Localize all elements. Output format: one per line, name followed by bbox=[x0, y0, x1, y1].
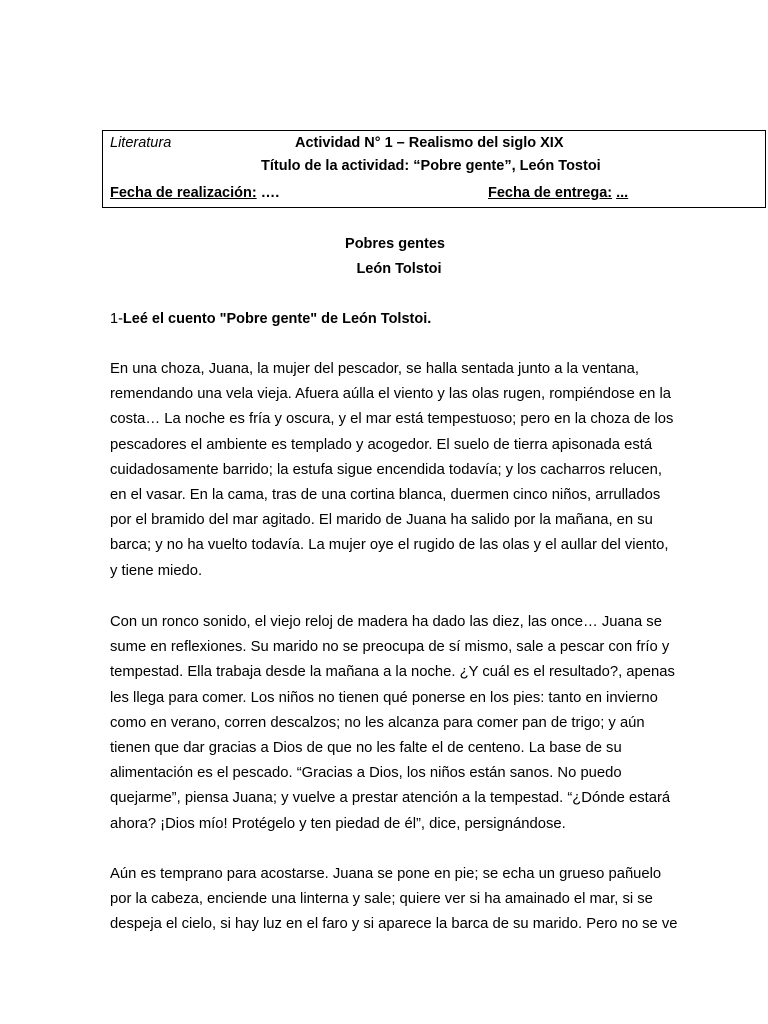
paragraph-line: Con un ronco sonido, el viejo reloj de madera ha dado las diez, las once… Juana se bbox=[110, 614, 662, 630]
paragraph bbox=[110, 357, 710, 584]
activity-title: Título de la actividad: “Pobre gente”, León Tostoi bbox=[261, 158, 601, 174]
paragraph bbox=[110, 610, 710, 837]
activity-heading: Actividad N° 1 – Realismo del siglo XIX bbox=[295, 135, 564, 151]
paragraph-line: barca; y no ha vuelto todavía. La mujer oye el rugido de las olas y el aullar del viento, bbox=[110, 537, 669, 554]
paragraph-line: En una choza, Juana, la mujer del pescador, se halla sentada junto a la ventana, bbox=[110, 361, 639, 377]
paragraph-line: por la cabeza, enciende una linterna y sale; quiere ver si ha amainado el mar, si se bbox=[110, 891, 653, 908]
paragraph-line: tienen que dar gracias a Dios de que no les falte el de centeno. La base de su bbox=[110, 740, 622, 757]
fecha-realizacion-value: …. bbox=[260, 185, 280, 201]
paragraph-line: quejarme”, piensa Juana; y vuelve a prestar atención a la tempestad. “¿Dónde estará bbox=[110, 790, 671, 807]
paragraph-line: Aún es temprano para acostarse. Juana se pone en pie; se echa un grueso pañuelo bbox=[110, 866, 662, 882]
paragraph-line: despeja el cielo, si hay luz en el faro y si aparece la barca de su marido. Pero no se ve bbox=[110, 916, 678, 933]
instruction bbox=[110, 309, 431, 329]
fecha-realizacion-label: Fecha de realización: bbox=[110, 185, 257, 201]
fecha-entrega-label: Fecha de entrega: bbox=[488, 185, 613, 201]
paragraph-line: tempestad. Ella trabaja desde la mañana a la noche. ¿Y cuál es el resultado?, apenas bbox=[110, 664, 675, 681]
story-title: Pobres gentes bbox=[345, 236, 445, 252]
paragraph-line: ahora? ¡Dios mío! Protégelo y ten piedad de él”, dice, persignándose. bbox=[110, 815, 566, 832]
instruction-text: Leé el cuento "Pobre gente" de León Tolstoi. bbox=[122, 311, 432, 327]
subject-label: Literatura bbox=[110, 135, 172, 151]
instruction-number: 1- bbox=[110, 311, 123, 327]
fecha-realizacion bbox=[110, 183, 279, 203]
paragraph-line: pescadores el ambiente es templado y acogedor. El suelo de tierra apisonada está bbox=[110, 436, 653, 453]
story-author: León Tolstoi bbox=[356, 261, 442, 277]
paragraph bbox=[110, 862, 710, 938]
paragraph-line: remendando una vela vieja. Afuera aúlla el viento y las olas rugen, rompiéndose en la bbox=[110, 386, 671, 403]
paragraph-line: cuidadosamente barrido; la estufa sigue encendida todavía; y los cacharros relucen, bbox=[110, 461, 662, 478]
paragraph-line: como en verano, corren descalzos; no les alcanza para comer pan de trigo; y aún bbox=[110, 714, 645, 731]
paragraph-line: sume en reflexiones. Su marido no se preocupa de sí mismo, sale a pescar con frío y bbox=[110, 639, 670, 656]
paragraph-line: por el bramido del mar agitado. El marido de Juana ha salido por la mañana, en su bbox=[110, 512, 653, 529]
paragraph-line: costa… La noche es fría y oscura, y el mar está tempestuoso; pero en la choza de los bbox=[110, 411, 674, 428]
paragraph-line: en el vasar. En la cama, tras de una cortina blanca, duermen cinco niños, arrullados bbox=[110, 487, 661, 504]
paragraph-line: les llega para comer. Los niños no tienen qué ponerse en los pies: tanto en invierno bbox=[110, 689, 658, 706]
activity-header-box bbox=[102, 130, 766, 208]
fecha-entrega bbox=[488, 183, 628, 203]
fecha-entrega-value: ... bbox=[616, 185, 629, 201]
paragraph-line: y tiene miedo. bbox=[110, 562, 203, 579]
paragraph-line: alimentación es el pescado. “Gracias a Dios, los niños están sanos. No puedo bbox=[110, 765, 622, 782]
